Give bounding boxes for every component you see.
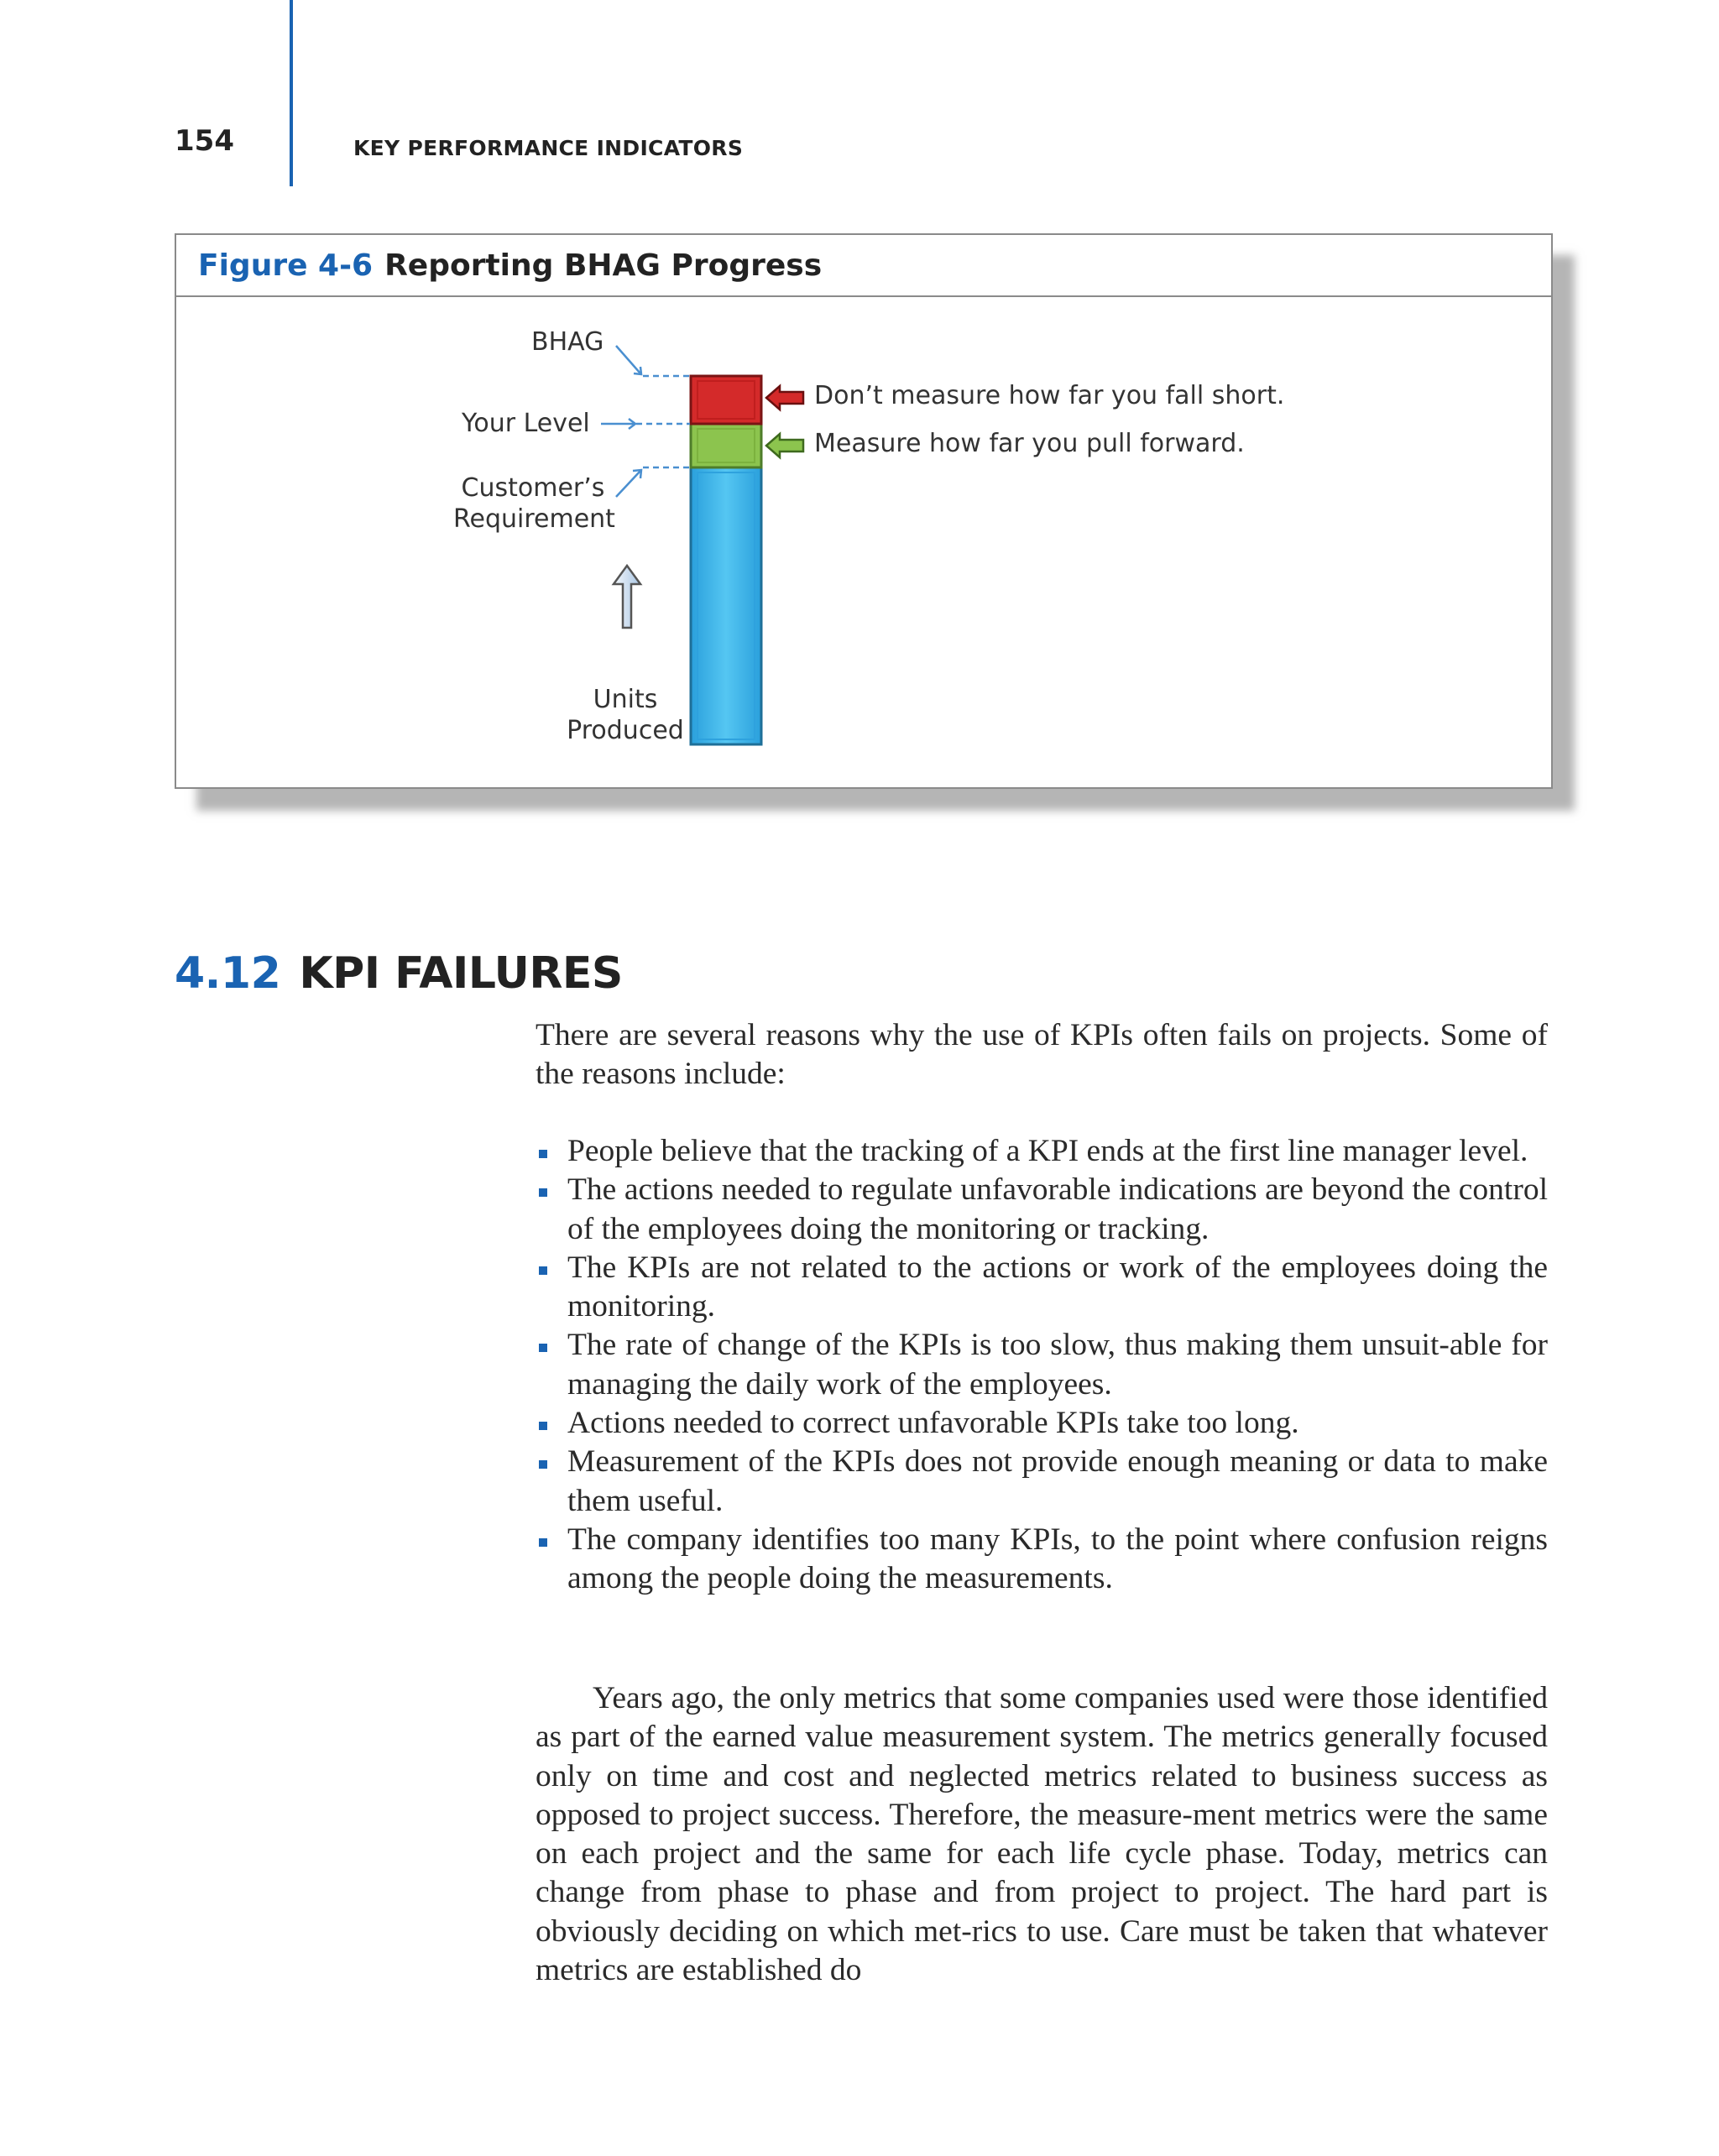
- running-title: KEY PERFORMANCE INDICATORS: [353, 136, 744, 160]
- list-item-text: The KPIs are not related to the actions or work of the employees doing the monitoring.: [567, 1250, 1548, 1324]
- list-item-text: The actions needed to regulate unfavorable indications are beyond the control of the employees doing the monitoring or tracking.: [567, 1172, 1548, 1246]
- list-item: [536, 1171, 1548, 1249]
- bullet-icon: [539, 1538, 547, 1547]
- bullet-icon: [539, 1422, 547, 1430]
- shortfall-note: Don’t measure how far you fall short.: [814, 381, 1285, 410]
- bullet-icon: [539, 1344, 547, 1352]
- list-item: [536, 1404, 1548, 1443]
- bullet-icon: [539, 1460, 547, 1469]
- bullet-icon: [539, 1188, 547, 1197]
- intro-paragraph: There are several reasons why the use of KPIs often fails on projects. Some of the reasons include:: [536, 1018, 1548, 1092]
- bhag-diagram: [176, 235, 1551, 787]
- pull-forward-bar: [691, 424, 761, 467]
- list-item: [536, 1521, 1548, 1599]
- list-item-text: Actions needed to correct unfavorable KPIs take too long.: [567, 1406, 1299, 1441]
- units-produced-label-line1: Units: [593, 685, 658, 714]
- figure-number: Figure 4-6: [198, 248, 374, 283]
- requirement-bar: [691, 467, 761, 744]
- list-item: [536, 1443, 1548, 1521]
- list-item-text: The rate of change of the KPIs is too slow, thus making them unsuit-able for managing the daily work of the employees.: [567, 1328, 1548, 1402]
- list-item: [536, 1326, 1548, 1404]
- customers-requirement-label-line2: Requirement: [453, 504, 615, 534]
- bullet-icon: [539, 1150, 547, 1158]
- your-level-pointer: [601, 419, 635, 429]
- red-arrow-icon: [766, 386, 803, 410]
- section-heading: [175, 948, 623, 999]
- header-rule: [290, 0, 293, 186]
- figure-box: [175, 233, 1553, 789]
- up-arrow-icon: [614, 566, 640, 628]
- your-level-label: Your Level: [462, 409, 590, 438]
- section-title: KPI FAILURES: [299, 948, 623, 999]
- requirement-pointer: [616, 470, 641, 497]
- figure-title: Reporting BHAG Progress: [384, 248, 823, 283]
- section-number: 4.12: [175, 948, 281, 999]
- list-item-text: Measurement of the KPIs does not provide enough meaning or data to make them useful.: [567, 1444, 1548, 1518]
- units-produced-label-line2: Produced: [567, 716, 684, 745]
- list-item-text: People believe that the tracking of a KPI ends at the first line manager level.: [567, 1134, 1528, 1168]
- body-paragraph: Years ago, the only metrics that some companies used were those identified as part of the earned value measurement system. The metrics generally focused only on time and cost and neglected metrics related to business success as opposed to project success. Therefore, the measure-ment metrics were the same on each project and the same for each life cycle phase. Today, metrics can change from phase to phase and from project to project. The hard part is obviously deciding on which met-rics to use. Care must be taken that whatever metrics are established do: [536, 1681, 1548, 1988]
- bhag-gap-bar: [691, 376, 761, 424]
- bullet-icon: [539, 1266, 547, 1275]
- list-item-text: The company identifies too many KPIs, to the point where confusion reigns among the people doing the measurements.: [567, 1522, 1548, 1596]
- customers-requirement-label-line1: Customer’s: [461, 473, 605, 503]
- green-arrow-icon: [766, 434, 803, 457]
- bhag-label: BHAG: [531, 327, 604, 357]
- reasons-list: [536, 1132, 1548, 1599]
- page-number: 154: [175, 124, 234, 158]
- list-item: [536, 1249, 1548, 1327]
- bhag-pointer: [616, 346, 641, 374]
- list-item: [536, 1132, 1548, 1171]
- pull-forward-note: Measure how far you pull forward.: [814, 429, 1245, 458]
